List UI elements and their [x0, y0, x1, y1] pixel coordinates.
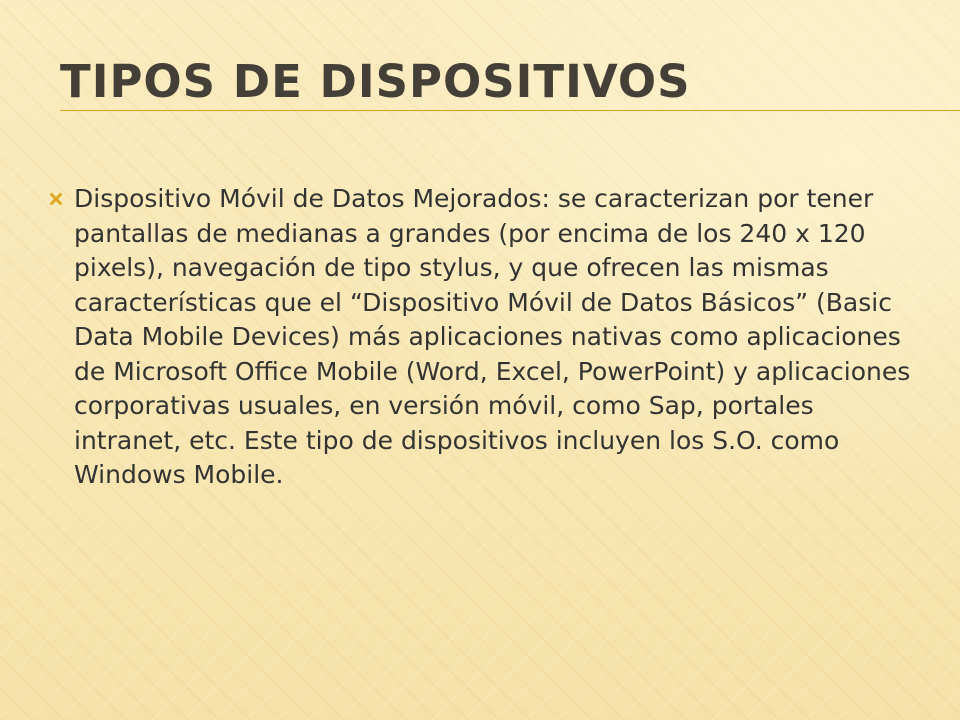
- title-underline: [60, 110, 960, 111]
- bullet-text: Dispositivo Móvil de Datos Mejorados: se caracterizan por tener pantallas de medianas a grandes (por encima de los 240 x 120 pixels), navegación de tipo stylus, y que ofrecen las mismas características que el “Dispositivo Móvil de Datos Básicos” (Basic Data Mobile Devices) más aplicaciones nativas como aplicaciones de Microsoft Office Mobile (Word, Excel, PowerPoint) y aplicaciones corporativas usuales, en versión móvil, como Sap, portales intranet, etc. Este tipo de dispositivos incluyen los S.O. como Windows Mobile.: [74, 184, 911, 489]
- x-mark-bullet-icon: [38, 182, 74, 216]
- bullet-list: [38, 182, 918, 493]
- slide-title: TIPOS DE DISPOSITIVOS: [60, 55, 691, 108]
- bullet-item: [38, 182, 918, 493]
